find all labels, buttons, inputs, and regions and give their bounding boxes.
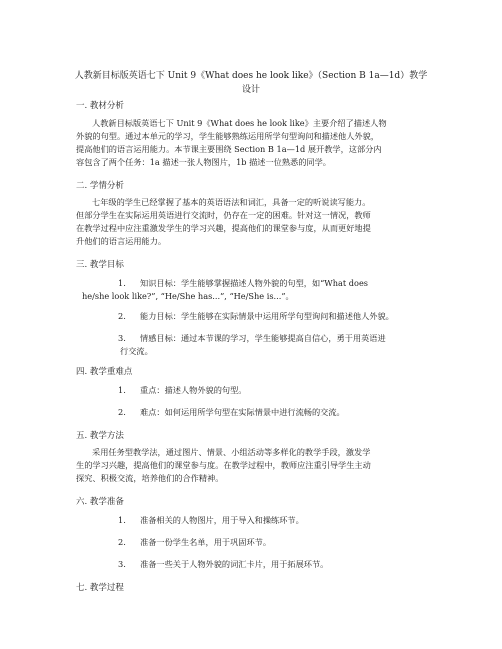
paragraph-line: 人教新目标版英语七下 Unit 9《What does he look like》主要介绍了描述人物 — [92, 118, 387, 128]
paragraph-line: 但部分学生在实际运用英语进行交流时，仍存在一定的困难。针对这一情况，教师 — [76, 210, 371, 220]
paragraph-line: 探究、积极交流，培养他们的合作精神。 — [76, 473, 224, 483]
list-item: 1. 准备相关的人物图片，用于导入和操练环节。 — [118, 515, 304, 525]
paragraph-line: 生的学习兴趣，提高他们的课堂参与度。在教学过程中，教师应注重引导学生主动 — [76, 460, 371, 470]
list-item: 1. 知识目标：学生能够掌握描述人物外貌的句型，如“What does he/she look like?”, “He/She has...”, “He/She is...”。 — [82, 278, 368, 301]
paragraph-line: 在教学过程中应注重激发学生的学习兴趣，提高他们的课堂参与度，从而更好地提 — [76, 223, 371, 233]
title-line-1: 人教新目标版英语七下 Unit 9《What does he look like》（Section B 1a—1d）教学 — [74, 71, 428, 81]
list-item: 1. 重点：描述人物外貌的句型。 — [118, 385, 247, 395]
paragraph-line: 外貌的句型。通过本单元的学习，学生能够熟练运用所学句型询问和描述他人外貌， — [76, 131, 379, 141]
paragraph-line: 容包含了两个任务：1a 描述一张人物图片，1b 描述一位熟悉的同学。 — [76, 157, 331, 167]
section-body-students — [76, 196, 428, 248]
paragraph-line: 升他们的语言运用能力。 — [76, 236, 167, 246]
section-heading-analysis: 一. 教材分析 — [76, 101, 124, 111]
paragraph-line: 采用任务型教学法，通过图片、情景、小组活动等多样化的教学手段，激发学 — [92, 447, 371, 457]
list-item: 2. 难点：如何运用所学句型在实际情景中进行流畅的交流。 — [118, 407, 345, 417]
section-heading-preparation: 六. 教学准备 — [76, 497, 124, 507]
list-item: 2. 准备一份学生名单，用于巩固环节。 — [118, 537, 272, 547]
section-body-analysis — [76, 117, 428, 169]
list-item: 3. 准备一些关于人物外貌的词汇卡片，用于拓展环节。 — [118, 559, 329, 569]
section-body-methods — [76, 446, 428, 485]
document-title — [60, 69, 442, 97]
list-item: 2. 能力目标：学生能够在实际情景中运用所学句型询问和描述他人外貌。 — [118, 311, 394, 321]
list-item: 3. 情感目标：通过本节课的学习，学生能够提高自信心，勇于用英语进 行交流。 — [118, 333, 386, 356]
section-heading-methods: 五. 教学方法 — [76, 431, 124, 441]
section-heading-objectives: 三. 教学目标 — [76, 260, 124, 270]
title-line-2: 设计 — [241, 85, 260, 95]
section-heading-process: 七. 教学过程 — [76, 583, 124, 593]
section-heading-students: 二. 学情分析 — [76, 181, 124, 191]
section-heading-key-points: 四. 教学重难点 — [76, 367, 133, 377]
paragraph-line: 七年级的学生已经掌握了基本的英语语法和词汇，具备一定的听说读写能力。 — [92, 197, 371, 207]
paragraph-line: 提高他们的语言运用能力。本节课主要围绕 Section B 1a—1d 展开教学，这部分内 — [76, 144, 382, 154]
